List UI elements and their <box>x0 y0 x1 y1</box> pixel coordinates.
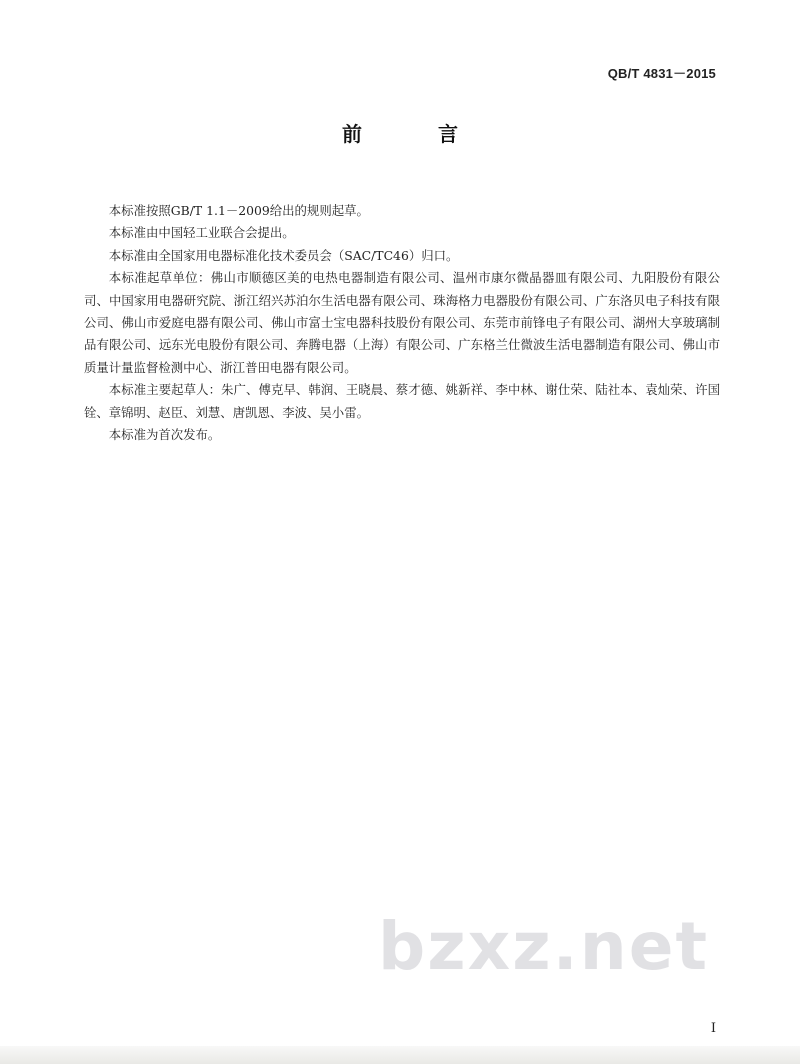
standard-code: QB/T 4831－2015 <box>607 66 716 81</box>
paragraph-proposer: 本标准由中国轻工业联合会提出。 <box>108 225 295 241</box>
paragraph-drafting-rules: 本标准按照GB/T 1.1－2009给出的规则起草。 <box>108 203 369 218</box>
page-bottom-edge <box>0 1046 800 1064</box>
page-number: I <box>710 1021 716 1036</box>
paragraph-first-release: 本标准为首次发布。 <box>108 427 221 443</box>
site-watermark: bzxz.net <box>378 908 710 985</box>
paragraph-drafting-organizations: 本标准起草单位：佛山市顺德区美的电热电器制造有限公司、温州市康尔微晶器皿有限公司、九阳股份有限公司、中国家用电器研究院、浙江绍兴苏泊尔生活电器有限公司、珠海格力电器股份有限公司、广东洛贝电子科技有限公司、佛山市爱庭电器有限公司、佛山市富士宝电器科技股份有限公司、东莞市前锋电子有限公司、湖州大享玻璃制品有限公司、远东光电股份有限公司、奔腾电器（上海）有限公司、广东格兰仕微波生活电器制造有限公司、佛山市质量计量监督检测中心、浙江普田电器有限公司。 <box>84 270 720 375</box>
foreword-body <box>84 200 720 446</box>
paragraph-responsible-committee: 本标准由全国家用电器标准化技术委员会（SAC/TC46）归口。 <box>108 247 459 263</box>
page-title: 前 言 <box>342 122 486 146</box>
paragraph-main-drafters: 本标准主要起草人：朱广、傅克早、韩润、王晓晨、蔡才德、姚新祥、李中林、谢仕荣、陆社本、袁灿荣、许国铨、章锦明、赵臣、刘慧、唐凯恩、李波、吴小雷。 <box>84 382 720 420</box>
